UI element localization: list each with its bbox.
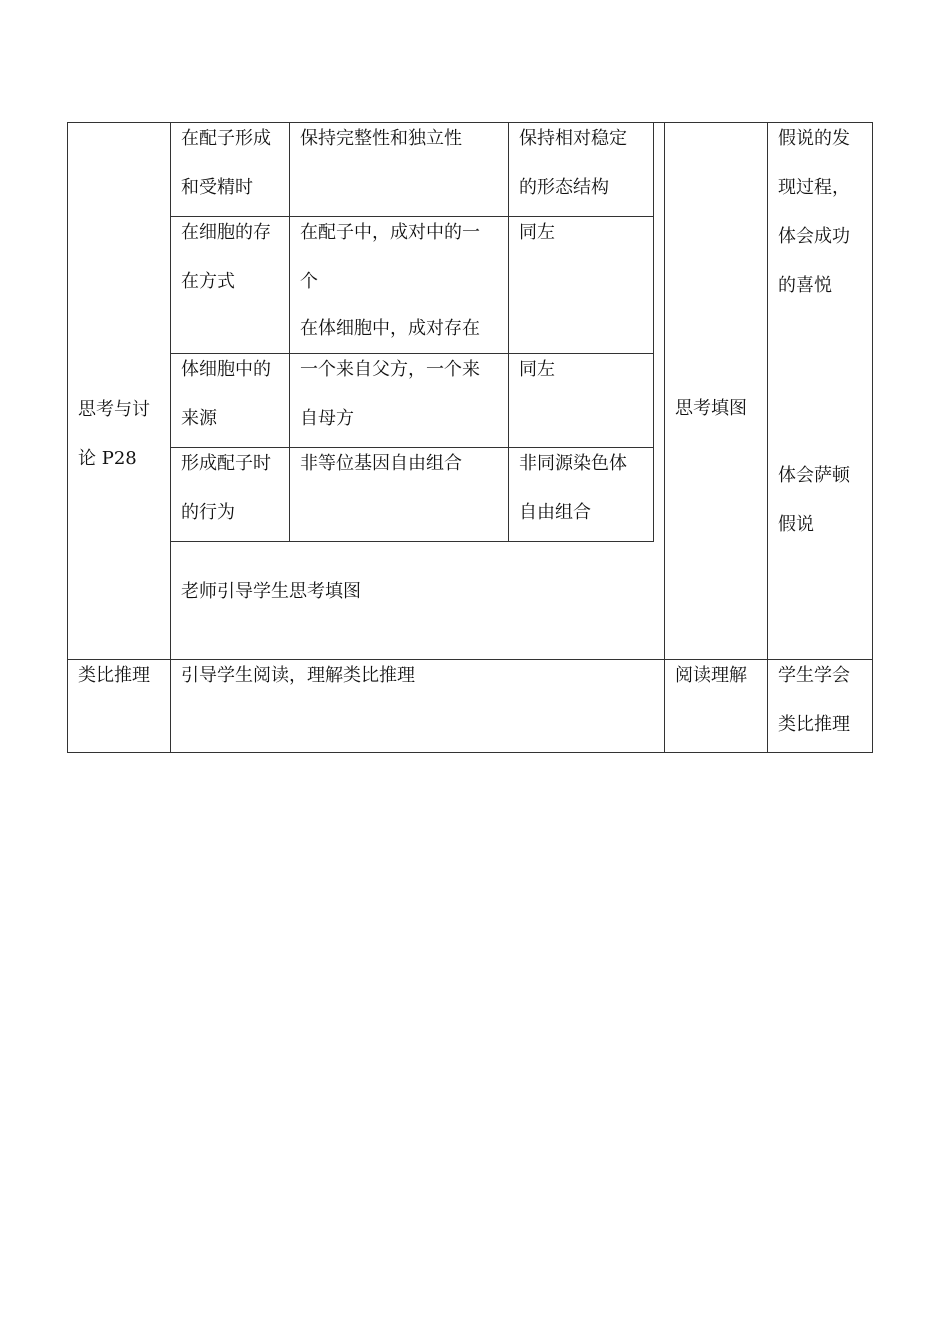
inner-gene-cell-4: 非等位基因自由组合 [300,453,462,474]
inner-right-border [653,122,654,542]
analogy-intent-line-1: 学生学会 [778,665,850,686]
analogy-intent-line-2: 类比推理 [778,714,850,735]
teacher-note: 老师引导学生思考填图 [181,581,361,602]
inner-item-cell-2a: 在细胞的存 [181,222,271,243]
inner-gene-cell-2a: 在配子中，成对中的一 [300,222,480,243]
inner-chromosome-cell-1a: 保持相对稳定 [519,128,627,149]
inner-gene-cell-3a: 一个来自父方，一个来 [300,359,480,380]
inner-chromosome-cell-4b: 自由组合 [519,502,591,523]
inner-col-divider-2 [508,122,509,542]
intent-line-6: 假说 [778,514,814,535]
outer-col-divider-2 [664,122,665,753]
intent-line-1: 假说的发 [778,128,850,149]
intent-line-2: 现过程， [778,177,850,198]
outer-left-border [67,122,68,753]
inner-chromosome-cell-4a: 非同源染色体 [519,453,627,474]
analogy-teacher-note: 引导学生阅读，理解类比推理 [181,665,415,686]
inner-item-cell-4b: 的行为 [181,502,235,523]
inner-gene-cell-2b: 个 [300,271,318,292]
analogy-activity: 类比推理 [78,665,150,686]
inner-gene-cell-2c: 在体细胞中，成对存在 [300,318,480,339]
inner-chromosome-cell-2: 同左 [519,222,555,243]
inner-col-divider-1 [289,122,290,542]
inner-item-cell-4a: 形成配子时 [181,453,271,474]
inner-item-cell-1b: 和受精时 [181,177,253,198]
outer-bottom-border [67,752,873,753]
inner-bottom-border [170,541,654,542]
inner-chromosome-cell-3: 同左 [519,359,555,380]
inner-gene-cell-3b: 自母方 [300,408,354,429]
outer-col-divider-3 [767,122,768,753]
inner-gene-cell-1: 保持完整性和独立性 [300,128,462,149]
activity-label-line-2: 论 P28 [78,448,137,469]
intent-line-5: 体会萨顿 [778,465,850,486]
intent-line-4: 的喜悦 [778,275,832,296]
inner-item-cell-3a: 体细胞中的 [181,359,271,380]
inner-item-cell-1a: 在配子形成 [181,128,271,149]
student-activity: 思考填图 [675,398,747,419]
intent-line-3: 体会成功 [778,226,850,247]
analogy-student-activity: 阅读理解 [675,665,747,686]
inner-chromosome-cell-1b: 的形态结构 [519,177,609,198]
inner-item-cell-2b: 在方式 [181,271,235,292]
inner-item-cell-3b: 来源 [181,408,217,429]
activity-label-line-1: 思考与讨 [78,399,150,420]
outer-right-border [872,122,873,753]
